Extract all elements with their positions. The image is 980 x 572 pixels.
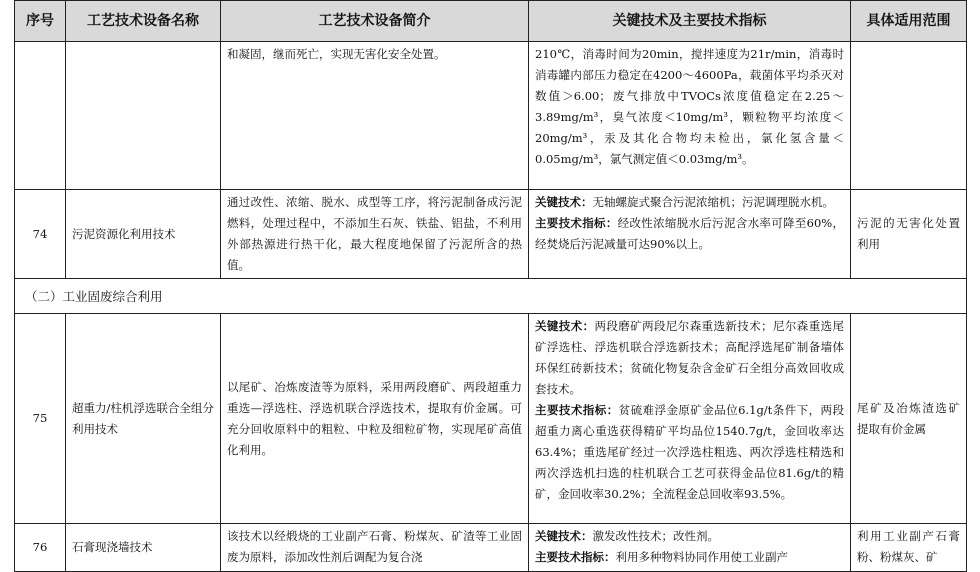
cell-scope: 利用工业副产石膏粉、粉煤灰、矿 [851, 524, 967, 572]
main-indicator-text: 经改性浓缩脱水后污泥含水率可降至60%，经焚烧后污泥减量可达90%以上。 [535, 216, 844, 251]
table-row-74 [15, 190, 967, 279]
technology-table [14, 0, 967, 572]
table-row-76 [15, 524, 967, 572]
cell-name [66, 42, 221, 190]
key-tech-label: 关键技术： [535, 529, 593, 543]
key-tech-text: 激发改性技术；改性剂。 [592, 529, 719, 543]
key-tech-label: 关键技术： [535, 195, 593, 209]
cell-indicators [529, 314, 851, 524]
cell-name: 污泥资源化利用技术 [66, 190, 221, 279]
header-indicators: 关键技术及主要技术指标 [529, 1, 851, 42]
cell-no: 74 [15, 190, 66, 279]
key-tech-text: 两段磨矿两段尼尔森重选新技术；尼尔森重选尾矿浮选柱、浮选机联合浮选新技术；高配浮选尾矿制备墙体环保红砖新技术；贫硫化物复杂含金矿石全组分高效回收成套技术。 [535, 319, 844, 396]
cell-no [15, 42, 66, 190]
table-header-row [15, 1, 967, 42]
cell-indicators [529, 524, 851, 572]
cell-indicators [529, 190, 851, 279]
header-no: 序号 [15, 1, 66, 42]
section-title: （二）工业固废综合利用 [15, 279, 967, 314]
main-indicator-text: 利用多种物料协同作用使工业副产 [615, 550, 788, 564]
cell-no: 75 [15, 314, 66, 524]
key-tech-label: 关键技术： [535, 319, 595, 333]
main-indicator-label: 主要技术指标： [535, 550, 616, 564]
main-indicator-label: 主要技术指标： [535, 216, 618, 230]
main-indicator-text: 贫硫难浮金原矿金品位6.1g/t条件下，两段超重力离心重选获得精矿平均品位1540.7g/t，金回收率达63.4%；重选尾矿经过一次浮选柱粗选、两次浮选柱精选和两次浮选机扫选的柱机联合工艺可获得金品位81.6g/t的精矿，金回收率30.2%；全流程金总回收率93.5%。 [535, 403, 844, 501]
cell-intro: 该技术以经煅烧的工业副产石膏、粉煤灰、矿渣等工业固废为原料，添加改性剂后调配为复合浇 [221, 524, 529, 572]
header-name: 工艺技术设备名称 [66, 1, 221, 42]
header-scope: 具体适用范围 [851, 1, 967, 42]
cell-indicators: 210℃，消毒时间为20min，搅拌速度为21r/min，消毒时消毒罐内部压力稳定在4200～4600Pa，载菌体平均杀灭对数值＞6.00；废气排放中TVOCs浓度值稳定在2.25～3.89mg/m³，臭气浓度＜10mg/m³，颗粒物平均浓度＜20mg/m³，汞及其化合物均未检出，氯化氢含量＜0.05mg/m³，氯气测定值＜0.03mg/m³。 [529, 42, 851, 190]
table-row-continued [15, 42, 967, 190]
cell-scope: 尾矿及冶炼渣选矿提取有价金属 [851, 314, 967, 524]
cell-scope [851, 42, 967, 190]
cell-intro: 和凝固，继而死亡，实现无害化安全处置。 [221, 42, 529, 190]
cell-scope: 污泥的无害化处置利用 [851, 190, 967, 279]
header-intro: 工艺技术设备简介 [221, 1, 529, 42]
table-row-75 [15, 314, 967, 524]
section-heading-row [15, 279, 967, 314]
cell-intro: 通过改性、浓缩、脱水、成型等工序，将污泥制备成污泥燃料，处理过程中，不添加生石灰、铁盐、铝盐，不利用外部热源进行热干化，最大程度地保留了污泥所含的热值。 [221, 190, 529, 279]
cell-name: 石膏现浇墙技术 [66, 524, 221, 572]
cell-intro: 以尾矿、冶炼废渣等为原料，采用两段磨矿、两段超重力重选—浮选柱、浮选机联合浮选技术，提取有价金属。可充分回收原料中的粗粒、中粒及细粒矿物，实现尾矿高值化利用。 [221, 314, 529, 524]
cell-name: 超重力/柱机浮选联合全组分利用技术 [66, 314, 221, 524]
cell-no: 76 [15, 524, 66, 572]
main-indicator-label: 主要技术指标： [535, 403, 619, 417]
key-tech-text: 无轴螺旋式聚合污泥浓缩机；污泥调理脱水机。 [592, 195, 834, 209]
